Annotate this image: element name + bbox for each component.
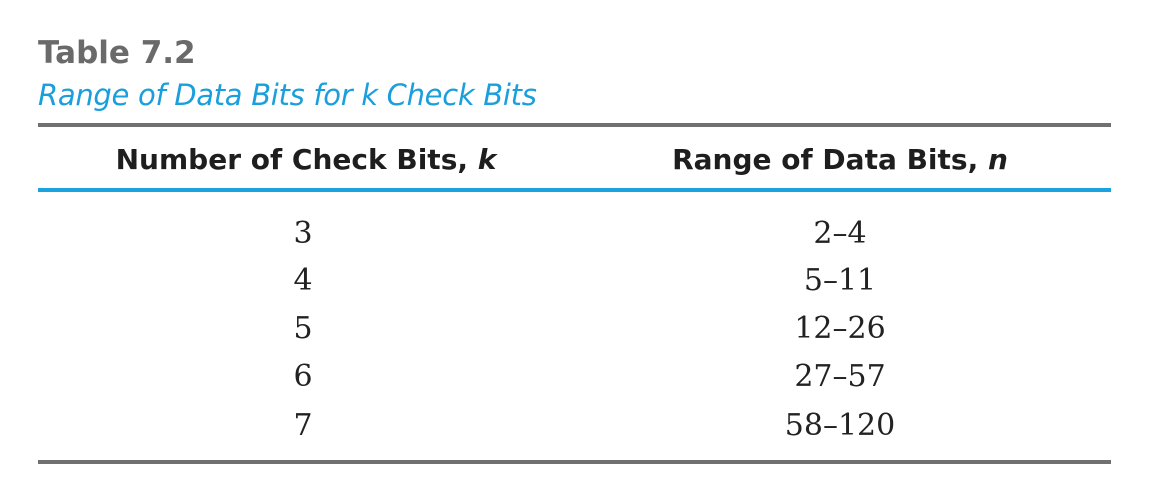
check-bits-cell: 4 (293, 263, 313, 298)
bottom-rule (38, 460, 1111, 464)
column-header-data-bits-variable: n (987, 143, 1008, 176)
column-header-check-bits-label: Number of Check Bits, (115, 143, 478, 176)
check-bits-cell: 3 (293, 216, 313, 251)
table-row (38, 256, 1111, 306)
top-rule (38, 123, 1111, 127)
table-row (38, 401, 1111, 451)
table-row (38, 304, 1111, 354)
check-bits-cell: 5 (293, 311, 313, 346)
check-bits-cell: 7 (293, 408, 313, 443)
column-header-data-bits-label: Range of Data Bits, (672, 143, 988, 176)
data-bits-range-cell: 2–4 (813, 216, 867, 251)
header-rule (38, 188, 1111, 192)
data-bits-range-cell: 27–57 (794, 359, 886, 394)
table-caption: Range of Data Bits for k Check Bits (38, 78, 537, 112)
data-bits-range-cell: 12–26 (794, 311, 886, 346)
column-header-check-bits-variable: k (477, 143, 497, 176)
table-number: Table 7.2 (38, 35, 196, 71)
table-row (38, 352, 1111, 402)
data-bits-range-cell: 5–11 (803, 263, 877, 298)
column-header-check-bits (116, 140, 497, 180)
column-header-data-bits (672, 140, 1008, 180)
check-bits-cell: 6 (293, 359, 313, 394)
table-row (38, 209, 1111, 259)
data-bits-range-cell: 58–120 (784, 408, 896, 443)
